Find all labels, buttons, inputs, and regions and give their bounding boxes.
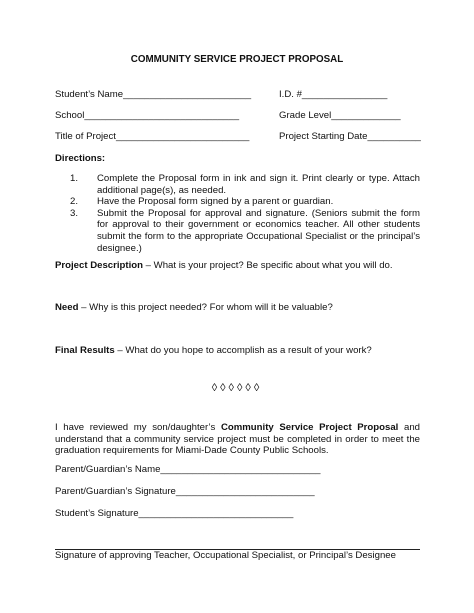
question-text: – What is your project? Be specific about what you will do. [142,260,393,271]
question-label: Need [55,302,79,313]
direction-number: 1. [70,173,79,184]
direction-text: Have the Proposal form signed by a parent or guardian. [97,196,334,208]
project-start-date-field[interactable]: Project Starting Date__________ [279,131,421,142]
direction-number: 2. [70,196,79,208]
direction-text: Submit the Proposal for approval and signature. (Seniors submit the form for approval to their government or economics teacher. All other students submit the form to the appropriate Occupational Specialist or the principal’s designee.) [97,207,420,254]
directions-heading: Directions: [55,153,106,164]
direction-item [55,196,420,208]
final-results-question [55,345,372,356]
project-description-question [55,260,393,271]
page-title: COMMUNITY SERVICE PROJECT PROPOSAL [130,54,344,65]
student-id-field[interactable]: I.D. #________________ [279,89,388,100]
question-label: Project Description [55,260,143,271]
grade-level-field[interactable]: Grade Level_____________ [279,110,401,121]
question-label: Final Results [55,345,115,356]
direction-text: Complete the Proposal form in ink and sign it. Print clearly or type. Attach additional page(s), as needed. [97,173,420,196]
question-text: – Why is this project needed? For whom will it be valuable? [78,302,333,313]
need-question [55,302,333,313]
direction-item [55,208,420,254]
student-signature-field[interactable]: Student’s Signature_____________________________ [55,508,294,519]
direction-item [55,173,420,196]
direction-number: 3. [70,207,79,219]
parent-signature-field[interactable]: Parent/Guardian’s Signature__________________________ [55,486,315,497]
project-title-field[interactable]: Title of Project_________________________ [55,131,250,142]
acknowledgement-text-end: and understand that a community service project must be completed in order to meet the graduation requirements for Miami-Dade County Public Schools. [55,422,420,457]
directions-list [55,173,420,254]
diamond-divider: ◊◊◊◊◊◊ [211,382,263,394]
school-field[interactable]: School_____________________________ [55,110,240,121]
acknowledgement-form-name: Community Service Project Proposal [220,422,399,433]
acknowledgement-text-start: I have reviewed my son/daughter’s [55,422,221,433]
approver-signature-caption: Signature of approving Teacher, Occupational Specialist, or Principal’s Designee [55,550,396,561]
parent-acknowledgement [55,422,420,457]
question-text: – What do you hope to accomplish as a result of your work? [114,345,372,356]
student-name-field[interactable]: Student’s Name________________________ [55,89,252,100]
parent-name-field[interactable]: Parent/Guardian’s Name______________________________ [55,464,321,475]
